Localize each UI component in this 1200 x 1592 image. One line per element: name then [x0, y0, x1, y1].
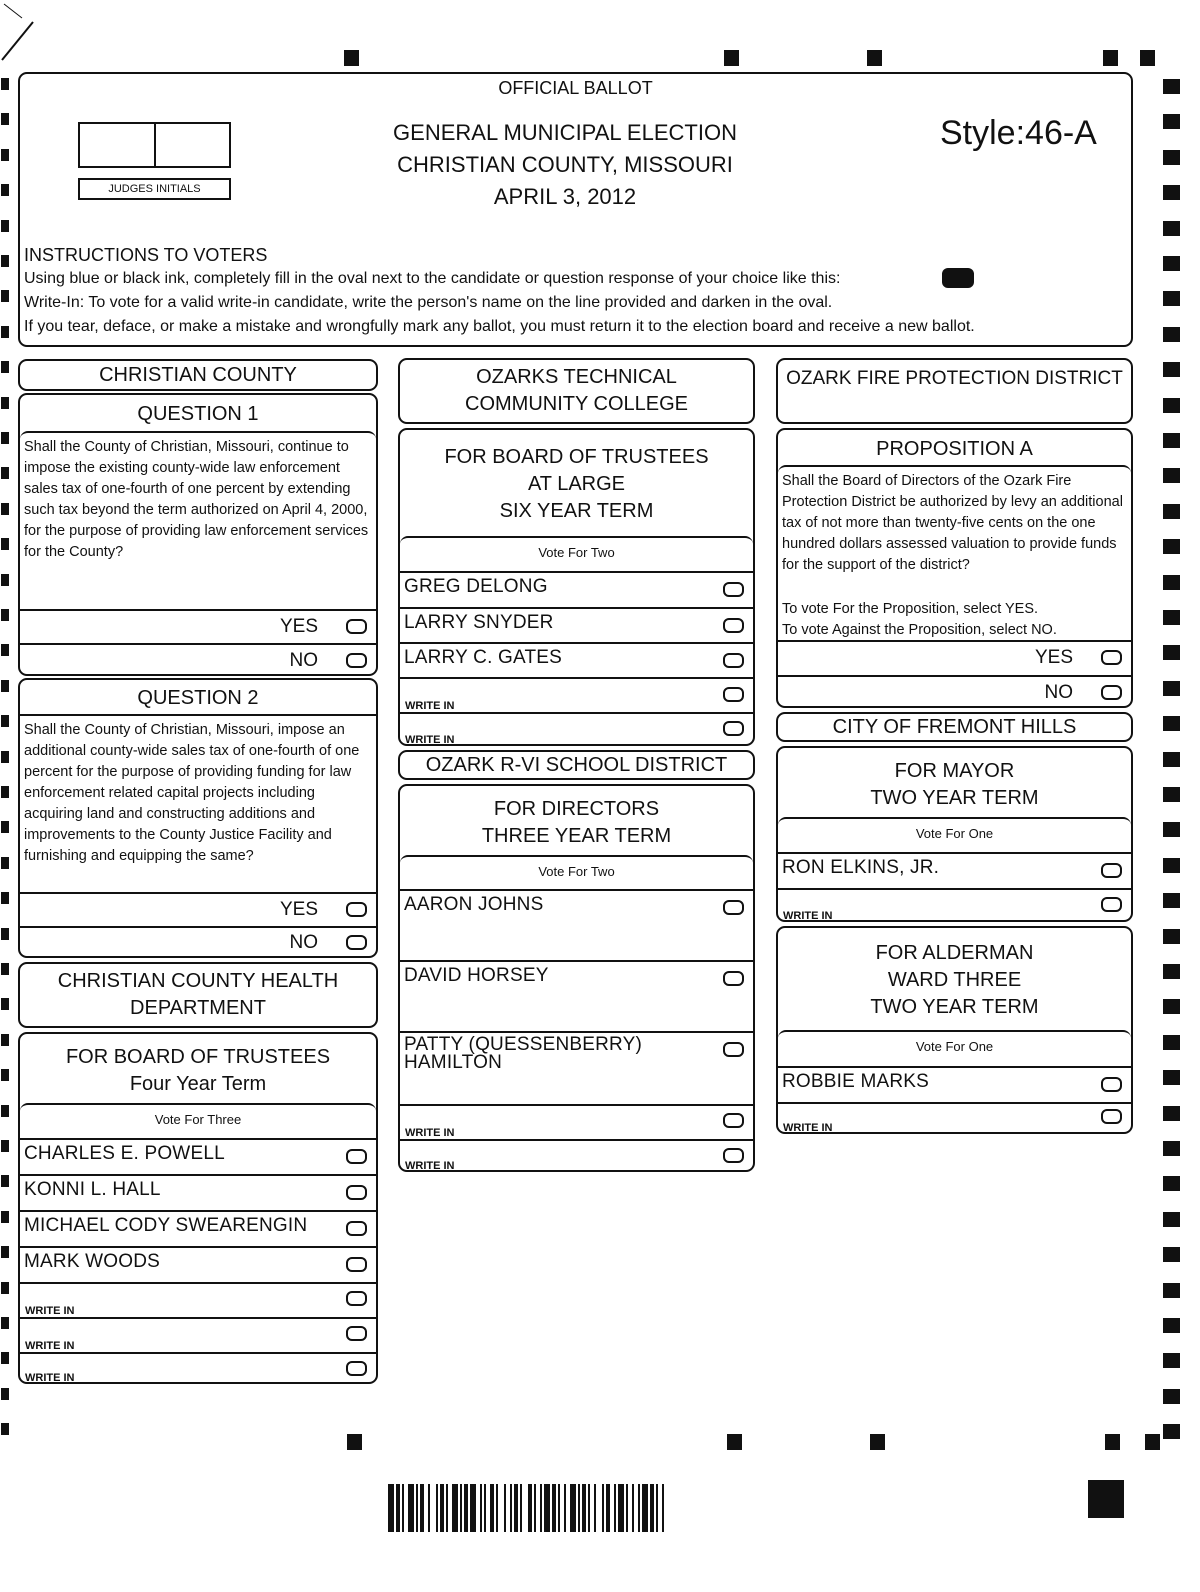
timing-mark: [1, 1105, 9, 1117]
write-in-row[interactable]: [400, 712, 753, 746]
timing-mark: [1163, 999, 1180, 1014]
timing-mark: [1, 503, 9, 515]
write-in-oval[interactable]: [723, 687, 744, 702]
barcode-bar: [480, 1484, 482, 1532]
timing-mark: [1, 574, 9, 586]
barcode-bar: [618, 1484, 624, 1532]
no-label: NO: [289, 932, 318, 953]
timing-mark: [1163, 398, 1180, 413]
contest-title: [778, 758, 1131, 812]
section-header-fremont-hills: CITY OF FREMONT HILLS: [776, 712, 1133, 742]
write-in-row[interactable]: [400, 1104, 753, 1139]
contest-title-line: FOR BOARD OF TRUSTEES: [444, 446, 709, 468]
timing-mark: [724, 50, 739, 66]
timing-mark: [1163, 858, 1180, 873]
timing-mark: [1163, 645, 1180, 660]
divider: [154, 124, 156, 166]
corner-line: [0, 0, 40, 70]
barcode-bar: [496, 1484, 498, 1532]
timing-mark: [1163, 150, 1180, 165]
contest-title-line: TWO YEAR TERM: [870, 996, 1039, 1018]
candidate-name: RON ELKINS, JR.: [782, 857, 940, 878]
write-in-label: WRITE IN: [405, 700, 455, 712]
candidate-row[interactable]: [400, 1031, 753, 1104]
proposition-text-area: [778, 465, 1131, 640]
candidate-name: GREG DELONG: [404, 576, 548, 597]
title-line: APRIL 3, 2012: [493, 184, 637, 209]
barcode-bar: [428, 1484, 430, 1532]
barcode-bar: [582, 1484, 586, 1532]
timing-mark: [1163, 79, 1180, 94]
barcode-bar: [662, 1484, 664, 1532]
timing-mark: [1, 1140, 9, 1152]
timing-mark: [1163, 327, 1180, 342]
barcode-bar: [638, 1484, 640, 1532]
timing-mark: [1, 432, 9, 444]
candidate-oval[interactable]: [723, 653, 744, 668]
timing-mark: [1163, 893, 1180, 908]
timing-mark: [1163, 1141, 1180, 1156]
barcode-bar: [626, 1484, 628, 1532]
write-in-oval[interactable]: [1101, 1109, 1122, 1124]
candidate-row[interactable]: [400, 571, 753, 607]
proposition-title: PROPOSITION A: [876, 437, 1033, 460]
timing-mark: [1163, 610, 1180, 625]
contest-title-line: WARD THREE: [887, 969, 1022, 991]
barcode-bar: [540, 1484, 542, 1532]
question-text: Shall the County of Christian, Missouri, continue to impose the existing county-wide law enforcement sales tax of one-fourth of one percent by extending such tax beyond the term authorized on April 4, 2000, for the purpose of providing law enforcement services for the County?: [24, 439, 369, 560]
timing-mark: [1, 1034, 9, 1046]
vote-for-label: Vote For One: [778, 1030, 1131, 1066]
question-1: [18, 393, 378, 676]
candidate-row[interactable]: [20, 1174, 376, 1210]
response-row-no[interactable]: [20, 643, 376, 676]
yes-oval[interactable]: [346, 619, 367, 634]
proposition-a: [776, 428, 1133, 708]
barcode-bar: [602, 1484, 604, 1532]
contest-title: [20, 1044, 376, 1098]
question-title: QUESTION 2: [137, 686, 259, 709]
write-in-oval[interactable]: [346, 1361, 367, 1376]
candidate-name: AARON JOHNS: [404, 894, 544, 915]
judges-initials-box[interactable]: [78, 122, 231, 168]
candidate-name: DAVID HORSEY: [404, 965, 549, 986]
barcode-bar: [588, 1484, 590, 1532]
write-in-row[interactable]: [20, 1317, 376, 1352]
candidate-name: LARRY SNYDER: [404, 612, 554, 633]
write-in-row[interactable]: [400, 677, 753, 712]
candidate-name: ROBBIE MARKS: [782, 1071, 930, 1092]
question-text: Shall the County of Christian, Missouri, impose an additional county-wide sales tax of one-fourth of one percent for the purpose of providing funding for law enforcement related capital projects including acquiring land and constructing additions and improvements to the County Justice Facility and furnishing and equipping the same?: [24, 722, 360, 864]
yes-label: YES: [279, 899, 318, 920]
timing-mark: [344, 50, 359, 66]
timing-mark: [1105, 1434, 1120, 1450]
ballot-header: [18, 72, 1133, 347]
timing-mark: [347, 1434, 362, 1450]
timing-mark: [1, 1211, 9, 1223]
timing-mark: [1163, 822, 1180, 837]
section-header-school-district: OZARK R-VI SCHOOL DISTRICT: [398, 750, 755, 780]
contest-title-line: FOR ALDERMAN: [875, 942, 1034, 964]
candidate-name: PATTY (QUESSENBERRY) HAMILTON: [404, 1034, 643, 1073]
timing-mark: [1, 184, 9, 196]
instructions-heading: INSTRUCTIONS TO VOTERS: [24, 245, 268, 265]
instructions-line: If you tear, deface, or make a mistake and wrongfully mark any ballot, you must return it to the election board and receive a new ballot.: [24, 318, 975, 335]
candidate-oval[interactable]: [346, 1185, 367, 1200]
write-in-label: WRITE IN: [783, 910, 833, 922]
timing-mark: [1163, 504, 1180, 519]
candidate-name: MICHAEL CODY SWEARENGIN: [24, 1215, 308, 1236]
contest-title-line: SIX YEAR TERM: [499, 500, 654, 522]
response-row-no[interactable]: [778, 675, 1131, 708]
write-in-oval[interactable]: [346, 1291, 367, 1306]
contest-otc-trustees: [398, 428, 755, 746]
timing-mark: [1163, 1247, 1180, 1262]
timing-mark: [1, 963, 9, 975]
timing-mark: [1, 609, 9, 621]
question-text-area: [20, 714, 376, 892]
timing-mark: [1, 1282, 9, 1294]
barcode-bar: [514, 1484, 518, 1532]
timing-mark: [1, 821, 9, 833]
candidate-oval[interactable]: [1101, 863, 1122, 878]
judges-initials-label: JUDGES INITIALS: [78, 178, 231, 200]
contest-title-line: AT LARGE: [527, 473, 626, 495]
no-label: NO: [289, 650, 318, 671]
barcode-bar: [642, 1484, 648, 1532]
timing-mark: [1, 1175, 9, 1187]
timing-mark: [1163, 291, 1180, 306]
instructions-line: Using blue or black ink, completely fill in the oval next to the candidate or question response of your choice like this:: [24, 270, 841, 287]
timing-mark: [1163, 575, 1180, 590]
timing-mark: [1163, 1212, 1180, 1227]
barcode-bar: [650, 1484, 654, 1532]
contest-title-line: TWO YEAR TERM: [870, 787, 1039, 809]
timing-mark: [1163, 256, 1180, 271]
no-oval[interactable]: [346, 935, 367, 950]
timing-mark: [1163, 1318, 1180, 1333]
barcode-bar: [594, 1484, 596, 1532]
timing-mark: [1163, 716, 1180, 731]
section-header-health-department: CHRISTIAN COUNTY HEALTH DEPARTMENT: [18, 962, 378, 1028]
timing-mark: [1163, 929, 1180, 944]
barcode-bar: [436, 1484, 438, 1532]
barcode-bar: [510, 1484, 512, 1532]
timing-mark: [1, 290, 9, 302]
timing-mark: [1, 397, 9, 409]
barcode-bar: [484, 1484, 486, 1532]
write-in-row[interactable]: [778, 888, 1131, 922]
write-in-oval[interactable]: [723, 1113, 744, 1128]
timing-mark: [1163, 1283, 1180, 1298]
timing-mark: [1140, 50, 1155, 66]
instructions-line: Write-In: To vote for a valid write-in candidate, write the person's name on the line provided and darken in the oval.: [24, 294, 833, 311]
timing-mark: [1163, 433, 1180, 448]
timing-mark: [870, 1434, 885, 1450]
candidate-row[interactable]: [20, 1210, 376, 1246]
candidate-row[interactable]: [400, 960, 753, 1031]
election-title: [320, 117, 810, 213]
contest-title-line: FOR DIRECTORS: [493, 798, 660, 820]
write-in-row[interactable]: [20, 1282, 376, 1317]
candidate-oval[interactable]: [723, 1042, 744, 1057]
timing-mark: [1, 1317, 9, 1329]
candidate-name: CHARLES E. POWELL: [24, 1143, 225, 1164]
response-row-yes[interactable]: [20, 892, 376, 926]
barcode-bar: [614, 1484, 616, 1532]
write-in-oval[interactable]: [1101, 897, 1122, 912]
proposition-text: Shall the Board of Directors of the Ozark Fire Protection District be authorized by levy an additional tax of not more than twenty-five cents on the one hundred dollars assessed valuation to provide funds for the support of the district?: [782, 473, 1123, 573]
yes-label: YES: [279, 616, 318, 637]
timing-mark: [1, 928, 9, 940]
vote-for-label: Vote For Two: [400, 536, 753, 571]
timing-mark: [1, 78, 9, 90]
timing-mark: [1163, 964, 1180, 979]
barcode-bar: [402, 1484, 404, 1532]
timing-mark: [1163, 1035, 1180, 1050]
candidate-oval[interactable]: [1101, 1077, 1122, 1092]
candidate-oval[interactable]: [723, 971, 744, 986]
timing-mark: [1, 255, 9, 267]
section-header-otc: OZARKS TECHNICAL COMMUNITY COLLEGE: [398, 358, 755, 424]
barcode-bar: [534, 1484, 536, 1532]
response-row-yes[interactable]: [20, 609, 376, 643]
barcode-bar: [656, 1484, 658, 1532]
candidate-row[interactable]: [20, 1138, 376, 1174]
timing-mark: [1, 998, 9, 1010]
timing-mark: [1163, 1176, 1180, 1191]
write-in-label: WRITE IN: [25, 1340, 75, 1352]
write-in-row[interactable]: [778, 1102, 1131, 1134]
barcode-bar: [416, 1484, 418, 1532]
write-in-label: WRITE IN: [405, 1127, 455, 1139]
timing-mark: [1103, 50, 1118, 66]
barcode-bar: [420, 1484, 424, 1532]
section-title: OZARK FIRE PROTECTION DISTRICT: [786, 368, 1123, 389]
barcode-bar: [632, 1484, 634, 1532]
barcode-bar: [446, 1484, 448, 1532]
yes-oval[interactable]: [346, 902, 367, 917]
write-in-oval[interactable]: [723, 721, 744, 736]
timing-mark: [1, 857, 9, 869]
timing-mark: [1163, 752, 1180, 767]
barcode-bar: [558, 1484, 560, 1532]
contest-health-trustees: [18, 1032, 378, 1384]
timing-mark: [1, 326, 9, 338]
question-title: QUESTION 1: [137, 402, 259, 425]
barcode-bar: [452, 1484, 458, 1532]
timing-mark: [1, 361, 9, 373]
vote-for-label: Vote For One: [778, 817, 1131, 852]
section-header-fire-district: [776, 358, 1133, 424]
barcode-bar: [528, 1484, 532, 1532]
timing-mark: [1163, 539, 1180, 554]
candidate-row[interactable]: [778, 1066, 1131, 1102]
candidate-row[interactable]: [400, 889, 753, 960]
ballot-style: Style:46-A: [940, 114, 1097, 152]
write-in-label: WRITE IN: [405, 1160, 455, 1172]
timing-mark: [1163, 221, 1180, 236]
timing-mark: [1, 1352, 9, 1364]
barcode-bar: [564, 1484, 566, 1532]
candidate-oval[interactable]: [346, 1149, 367, 1164]
candidate-oval[interactable]: [346, 1221, 367, 1236]
no-oval[interactable]: [1101, 685, 1122, 700]
candidate-oval[interactable]: [723, 582, 744, 597]
candidate-oval[interactable]: [723, 618, 744, 633]
timing-mark: [1, 644, 9, 656]
section-header-christian-county: CHRISTIAN COUNTY: [18, 359, 378, 391]
barcode-bar: [504, 1484, 506, 1532]
write-in-label: WRITE IN: [405, 734, 455, 746]
contest-title: [778, 940, 1131, 1021]
barcode-bar: [552, 1484, 556, 1532]
write-in-label: WRITE IN: [25, 1305, 75, 1317]
timing-mark: [1163, 362, 1180, 377]
no-label: NO: [1044, 682, 1073, 703]
timing-mark: [1, 149, 9, 161]
barcode-bar: [460, 1484, 462, 1532]
timing-mark: [1, 467, 9, 479]
timing-mark: [1, 786, 9, 798]
title-line: GENERAL MUNICIPAL ELECTION: [393, 120, 737, 145]
timing-mark: [1163, 114, 1180, 129]
timing-mark: [1, 751, 9, 763]
write-in-label: WRITE IN: [25, 1372, 75, 1384]
timing-mark: [1163, 468, 1180, 483]
timing-mark: [1, 538, 9, 550]
candidate-row[interactable]: [20, 1246, 376, 1282]
write-in-oval[interactable]: [346, 1326, 367, 1341]
candidate-name: MARK WOODS: [24, 1251, 161, 1272]
title-line: CHRISTIAN COUNTY, MISSOURI: [397, 152, 733, 177]
timing-mark: [1, 1246, 9, 1258]
question-2: [18, 678, 378, 958]
timing-mark: [1163, 1424, 1180, 1439]
timing-mark: [867, 50, 882, 66]
barcode-bar: [388, 1484, 394, 1532]
contest-title-line: FOR BOARD OF TRUSTEES: [65, 1046, 331, 1068]
barcode-bar: [520, 1484, 522, 1532]
official-ballot-label: OFFICIAL BALLOT: [498, 78, 653, 98]
contest-school-directors: [398, 784, 755, 1172]
yes-label: YES: [1034, 647, 1073, 668]
question-text-area: [20, 431, 376, 609]
barcode-bar: [490, 1484, 494, 1532]
timing-mark: [1, 680, 9, 692]
write-in-row[interactable]: [400, 1139, 753, 1172]
barcode-bar: [578, 1484, 580, 1532]
candidate-oval[interactable]: [723, 900, 744, 915]
contest-title: [400, 444, 753, 525]
timing-mark: [1163, 1106, 1180, 1121]
corner-square: [1088, 1480, 1124, 1518]
contest-title-line: Four Year Term: [129, 1073, 267, 1095]
barcode-bar: [470, 1484, 476, 1532]
timing-mark: [1, 1388, 9, 1400]
contest-title-line: FOR MAYOR: [894, 760, 1015, 782]
contest-title-line: THREE YEAR TERM: [481, 825, 672, 847]
barcode-bar: [544, 1484, 550, 1532]
candidate-name: KONNI L. HALL: [24, 1179, 161, 1200]
timing-mark: [1, 715, 9, 727]
contest-mayor: [776, 746, 1133, 922]
proposition-instruction: To vote For the Proposition, select YES.: [782, 601, 1039, 617]
timing-mark: [1163, 681, 1180, 696]
vote-for-label: Vote For Two: [400, 855, 753, 889]
timing-mark: [1, 892, 9, 904]
timing-mark: [1, 113, 9, 125]
timing-mark: [1, 1423, 9, 1435]
candidate-row[interactable]: [400, 642, 753, 677]
candidate-row[interactable]: [778, 852, 1131, 888]
contest-alderman: [776, 926, 1133, 1134]
candidate-row[interactable]: [400, 607, 753, 642]
filled-oval-example: [942, 268, 974, 288]
barcode-bar: [464, 1484, 468, 1532]
contest-title: [400, 796, 753, 850]
proposition-instruction: To vote Against the Proposition, select NO.: [782, 622, 1057, 638]
write-in-row[interactable]: [20, 1352, 376, 1384]
barcode: [388, 1484, 813, 1532]
write-in-label: WRITE IN: [783, 1122, 833, 1134]
candidate-oval[interactable]: [346, 1257, 367, 1272]
vote-for-label: Vote For Three: [20, 1103, 376, 1138]
timing-mark: [1, 220, 9, 232]
barcode-bar: [396, 1484, 400, 1532]
candidate-name: LARRY C. GATES: [404, 647, 563, 668]
write-in-oval[interactable]: [723, 1148, 744, 1163]
barcode-bar: [408, 1484, 414, 1532]
response-row-yes[interactable]: [778, 640, 1131, 675]
timing-mark: [727, 1434, 742, 1450]
timing-mark: [1145, 1434, 1160, 1450]
timing-mark: [1163, 1070, 1180, 1085]
yes-oval[interactable]: [1101, 650, 1122, 665]
response-row-no[interactable]: [20, 926, 376, 958]
barcode-bar: [440, 1484, 444, 1532]
timing-mark: [1163, 185, 1180, 200]
timing-mark: [1163, 1389, 1180, 1404]
barcode-bar: [606, 1484, 610, 1532]
timing-mark: [1163, 787, 1180, 802]
no-oval[interactable]: [346, 653, 367, 668]
timing-mark: [1163, 1353, 1180, 1368]
barcode-bar: [570, 1484, 576, 1532]
timing-mark: [1, 1069, 9, 1081]
